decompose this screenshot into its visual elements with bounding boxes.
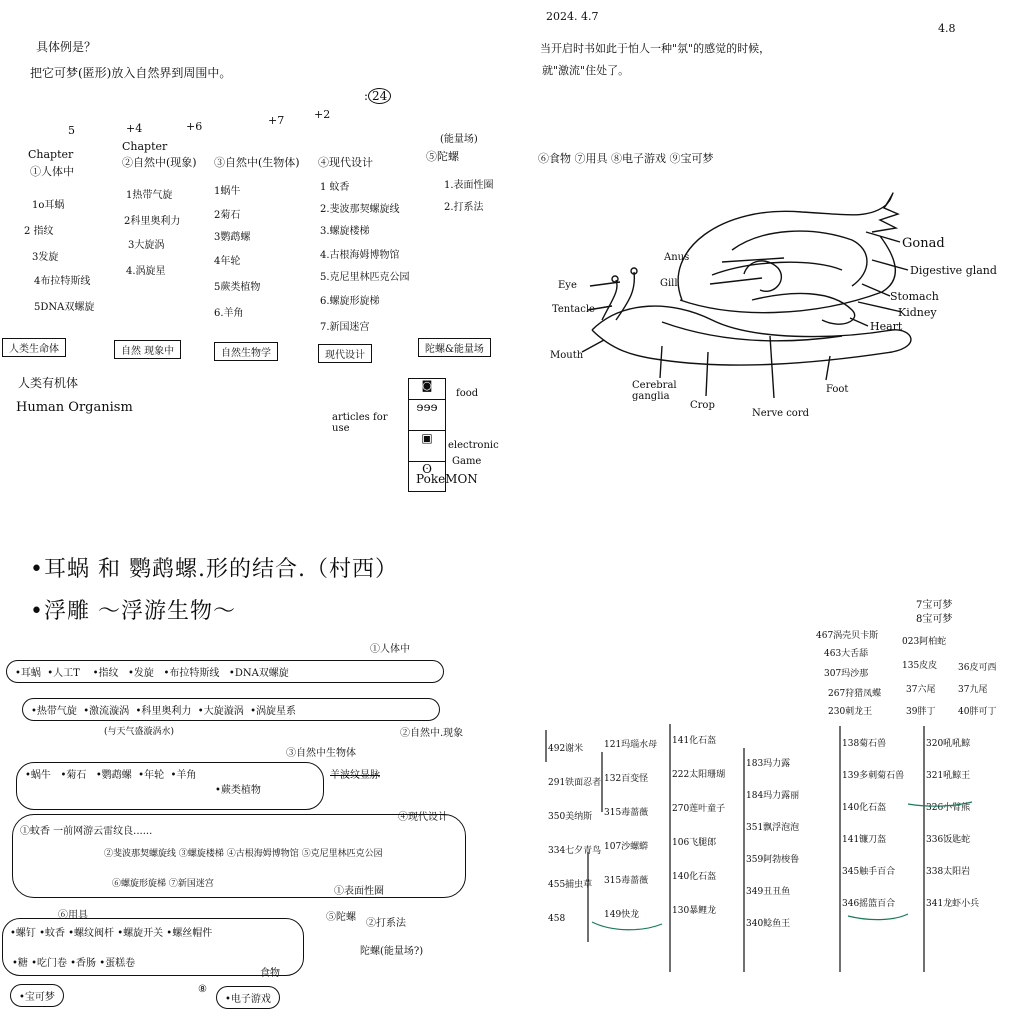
pokemon-entry: 338太阳岩 — [926, 867, 971, 877]
sketch-quadrant-top-left — [0, 0, 512, 512]
pokemon-entry: 270莲叶童子 — [672, 804, 726, 814]
q3-food-label: 食物 — [260, 968, 280, 979]
q1-top-num-4: +7 — [268, 114, 285, 127]
q4-list-a: 267狩猎凤蝶 — [828, 689, 882, 699]
q3-row-5-item: 陀螺(能量场?) — [360, 946, 424, 957]
ch5-item: 1.表面性圈 — [444, 180, 494, 191]
q1-circled-number: : 24 — [364, 88, 391, 104]
ch2-item: 2科里奥利力 — [124, 216, 181, 227]
row2-item: •激流漩涡 — [83, 706, 130, 717]
pokemon-entry: 183玛力露 — [746, 759, 791, 769]
label-foot: Foot — [826, 384, 849, 395]
label-crop: Crop — [690, 400, 715, 411]
q4-list-b: 135皮皮 — [902, 661, 938, 671]
pokemon-entry: 106飞腿郎 — [672, 838, 717, 848]
ch3-item: 3鹦鹉螺 — [214, 232, 251, 243]
label-gonad: Gonad — [902, 236, 945, 251]
q1-header-2: 把它可梦(匿形)放入自然界到周围中。 — [30, 66, 232, 80]
label-tentacle: Tentacle — [552, 304, 595, 315]
pokemon-entry: 458 — [548, 914, 566, 924]
ch1-item: 3发旋 — [32, 252, 59, 263]
q1-electronic-label: electronic — [448, 440, 499, 451]
q3-row-1 — [6, 660, 444, 683]
pokemon-entry: 320吼吼鲸 — [926, 739, 971, 749]
ch4-item: 5.克尼里林匹克公园 — [320, 272, 410, 283]
q4-list-a: 307玛沙那 — [824, 669, 869, 679]
pokemon-entry: 141镰刀盔 — [842, 835, 887, 845]
ch2-title-1: Chapter — [122, 140, 168, 153]
row1-item: •DNA双螺旋 — [228, 668, 289, 679]
pokemon-entry: 336饭匙蛇 — [926, 835, 971, 845]
row3-item: •蕨类植物 — [215, 785, 261, 796]
q3-row-4-outline — [12, 814, 466, 898]
ch3-category-box: 自然生物学 — [214, 342, 278, 361]
q2-line-1: 当开启时书如此于怕人一种"氛"的感觉的时候， — [540, 42, 771, 55]
row1-item: •人工T — [47, 668, 80, 679]
snail-anatomy-diagram — [512, 0, 1024, 512]
pokemon-entry: 132百变怪 — [604, 774, 649, 784]
q4-list-c: 36皮可西 — [958, 663, 997, 673]
pokemon-entry: 138菊石兽 — [842, 739, 887, 749]
ch5-title-1: ⑤陀螺 — [426, 150, 459, 163]
q1-top-num-2: +4 — [126, 122, 143, 135]
ch1-title-1: Chapter — [28, 148, 74, 161]
q3-row-3 — [16, 762, 324, 810]
row2-item: •大旋漩涡 — [197, 706, 244, 717]
sketch-quadrant-bottom-right — [512, 512, 1024, 1024]
pokemon-sketch-icon: ʘ — [422, 462, 432, 476]
q4-list-b: 023阿柏蛇 — [902, 637, 947, 647]
row1-item: •耳蜗 — [15, 668, 41, 679]
pokemon-entry: 107沙螺蟒 — [604, 842, 649, 852]
label-anus: Anus — [664, 252, 690, 263]
q3-row-4b: ②斐波那契螺旋线 ③螺旋楼梯 ④古根海姆博物馆 ⑤克尼里林匹克公园 — [104, 849, 383, 859]
q3-row-6a: •螺钉 •蚊香 •螺纹阀杆 •螺旋开关 •螺丝帽件 — [10, 928, 213, 939]
ch3-item: 1蜗牛 — [214, 186, 241, 197]
pokemon-entry: 139多刺菊石兽 — [842, 771, 905, 781]
q2-date-2: 4.8 — [938, 22, 956, 35]
q3-row-5-item: ①表面性圈 — [334, 886, 384, 897]
pokemon-entry: 455捕虫草 — [548, 880, 593, 890]
row1-item: •指纹 — [92, 668, 119, 679]
ch2-item: 4.涡旋星 — [126, 266, 166, 277]
label-eye: Eye — [558, 280, 577, 291]
q3-row-4a: ①蚊香 一前网游云雷纹良...... — [20, 826, 153, 837]
q3-tag-3: ③自然中生物体 — [286, 748, 356, 759]
q1-game-label: Game — [452, 456, 482, 467]
q1-pokemon-label: PokeMON — [416, 472, 478, 486]
q3-line-2: •浮雕 ～浮游生物～ — [30, 599, 236, 624]
ch3-item: 2菊石 — [214, 210, 241, 221]
ch2-category-box: 自然 现象中 — [114, 340, 181, 359]
food-sketch-icon: ◙ — [409, 379, 445, 400]
q4-bracket-lines — [512, 512, 1024, 1024]
q1-top-num-5: +2 — [314, 108, 331, 121]
row1-item: •发旋 — [128, 668, 154, 679]
pokemon-entry: 326小臂熊 — [926, 803, 971, 813]
q3-tag-5: ⑤陀螺 — [326, 912, 356, 923]
pokemon-entry: 359阿勃梭鲁 — [746, 855, 800, 865]
pokemon-entry: 334七夕青鸟 — [548, 846, 602, 856]
pokemon-entry: 140化石盔 — [672, 872, 717, 882]
q4-list-b: 37六尾 — [906, 685, 936, 695]
q3-row-4c: ⑥螺旋形旋梯 ⑦新国迷宫 — [112, 879, 214, 889]
pokemon-entry: 149快龙 — [604, 910, 640, 920]
q3-tag-4: ④现代设计 — [398, 812, 448, 823]
q1-human-en: Human Organism — [16, 400, 133, 415]
q1-top-num-3: +6 — [186, 120, 203, 133]
ch4-item: 4.古根海姆博物馆 — [320, 250, 400, 261]
row3-item: •鹦鹉螺 — [95, 770, 132, 781]
q3-row-2-note: (与天气盛漩涡水) — [104, 727, 175, 737]
q2-date: 2024. 4.7 — [546, 10, 599, 23]
q2-categories: ⑥食物 ⑦用具 ⑧电子游戏 ⑨宝可梦 — [538, 152, 714, 165]
q4-list-c: 37九尾 — [958, 685, 988, 695]
pokemon-entry: 291铁面忍者 — [548, 778, 602, 788]
q3-line-1: •耳蜗 和 鹦鹉螺.形的结合.（村西） — [30, 557, 398, 582]
pokemon-entry: 346摇篮百合 — [842, 899, 896, 909]
label-mouth: Mouth — [550, 350, 584, 361]
ch4-item: 3.螺旋楼梯 — [320, 226, 370, 237]
pokemon-entry: 321吼鲸王 — [926, 771, 971, 781]
row2-item: •科里奥利力 — [135, 706, 192, 717]
ch2-item: 3大旋涡 — [128, 240, 165, 251]
pokemon-entry: 315毒蔷薇 — [604, 808, 649, 818]
pokemon-entry: 341龙虾小兵 — [926, 899, 980, 909]
q1-header-1: 具体例是？ — [36, 40, 97, 54]
row3-item: •年轮 — [138, 770, 165, 781]
q4-list-a: 230刺龙王 — [828, 707, 873, 717]
label-stomach: Stomach — [890, 290, 939, 303]
q3-tag-2: ②自然中.现象 — [400, 728, 464, 739]
ch3-title: ③自然中(生物体) — [214, 156, 300, 169]
pokemon-entry: 492谢米 — [548, 744, 584, 754]
q1-human-cn: 人类有机体 — [18, 376, 79, 390]
q3-row-6b: •糖 •吃门卷 •香肠 •蛋糕卷 — [12, 958, 136, 969]
row3-item: •菊石 — [60, 770, 87, 781]
q4-list-a: 467涡壳贝卡斯 — [816, 631, 879, 641]
pokemon-entry: 222太阳珊瑚 — [672, 770, 726, 780]
pokemon-entry: 345触手百合 — [842, 867, 896, 877]
ch1-item: 1o耳蜗 — [32, 200, 65, 211]
sketch-quadrant-top-right — [512, 0, 1024, 512]
pokemon-entry: 340鲶鱼王 — [746, 919, 791, 929]
q2-line-2: 就"激流"住处了。 — [542, 64, 630, 77]
q3-row-3-strike: 羊波纹显脉 — [330, 770, 380, 781]
pokemon-entry: 130暴鲤龙 — [672, 906, 717, 916]
label-digestive-gland: Digestive gland — [910, 264, 997, 277]
q3-tag-1: ①人体中 — [370, 644, 410, 655]
ch1-item: 5DNA双螺旋 — [34, 302, 95, 313]
row3-item: •蜗牛 — [25, 770, 51, 781]
q1-top-num-1: 5 — [68, 124, 75, 137]
ch1-item: 4布拉特斯线 — [34, 276, 91, 287]
pokemon-entry: 121玛瑙水母 — [604, 740, 658, 750]
q3-tag-6: ⑥用具 — [58, 910, 88, 921]
q3-row-2 — [22, 698, 440, 721]
q3-tag-7: ⑧ — [198, 984, 207, 995]
ch4-item: 7.新国迷宫 — [320, 322, 370, 333]
q4-list-c: 40胖可丁 — [958, 707, 997, 717]
pokemon-entry: 184玛力露丽 — [746, 791, 800, 801]
row1-item: •布拉特斯线 — [163, 668, 220, 679]
q4-list-a: 463大舌舔 — [824, 649, 869, 659]
pokemon-entry: 315毒蔷薇 — [604, 876, 649, 886]
q3-row-6-outline — [2, 918, 304, 976]
row2-item: •热带气旋 — [31, 706, 77, 717]
ch4-item: 6.螺旋形旋梯 — [320, 296, 380, 307]
row2-item: •涡旋星系 — [250, 706, 296, 717]
q1-articles-label: articles for use — [332, 412, 388, 434]
label-cerebral-ganglia: Cerebral ganglia — [632, 380, 677, 402]
ch4-item: 2.斐波那契螺旋线 — [320, 204, 400, 215]
pokemon-entry: 351飘浮泡泡 — [746, 823, 800, 833]
pokemon-entry: 140化石盔 — [842, 803, 887, 813]
label-kidney: Kidney — [898, 306, 937, 319]
ch4-item: 1 蚊香 — [320, 182, 350, 193]
q4-top: 7宝可梦 — [916, 600, 953, 611]
q3-row-7: •电子游戏 — [216, 986, 280, 1009]
ch1-title-2: ①人体中 — [30, 165, 74, 178]
ch5-title-0: (能量场) — [440, 134, 478, 145]
ch3-item: 6.羊角 — [214, 308, 244, 319]
row3-item: •羊角 — [170, 770, 197, 781]
q4-top: 8宝可梦 — [916, 614, 953, 625]
console-sketch-icon: ▣ — [409, 431, 445, 462]
q3-row-5-item: ②打系法 — [366, 918, 406, 929]
label-nerve-cord: Nerve cord — [752, 408, 809, 419]
pokemon-entry: 141化石盔 — [672, 736, 717, 746]
q4-list-b: 39胖丁 — [906, 707, 936, 717]
ch1-item: 2 指纹 — [24, 226, 54, 237]
spring-sketch-icon: ɘɘɘ — [409, 400, 445, 431]
ch5-item: 2.打系法 — [444, 202, 484, 213]
ch3-item: 5蕨类植物 — [214, 282, 261, 293]
pokemon-entry: 349丑丑鱼 — [746, 887, 791, 897]
ch5-category-box: 陀螺&能量场 — [418, 338, 491, 357]
label-heart: Heart — [870, 320, 903, 333]
sketch-quadrant-bottom-left — [0, 512, 512, 1024]
ch2-item: 1热带气旋 — [126, 190, 173, 201]
q3-row-6c: •宝可梦 — [10, 984, 64, 1007]
ch4-category-box: 现代设计 — [318, 344, 372, 363]
ch4-title: ④现代设计 — [318, 156, 373, 169]
label-gill: Gill — [660, 278, 678, 289]
ch1-category-box: 人类生命体 — [2, 338, 66, 357]
q1-food-label: food — [456, 388, 479, 399]
ch3-item: 4年轮 — [214, 256, 241, 267]
pokemon-entry: 350美纳斯 — [548, 812, 593, 822]
ch2-title-2: ②自然中(现象) — [122, 156, 197, 169]
